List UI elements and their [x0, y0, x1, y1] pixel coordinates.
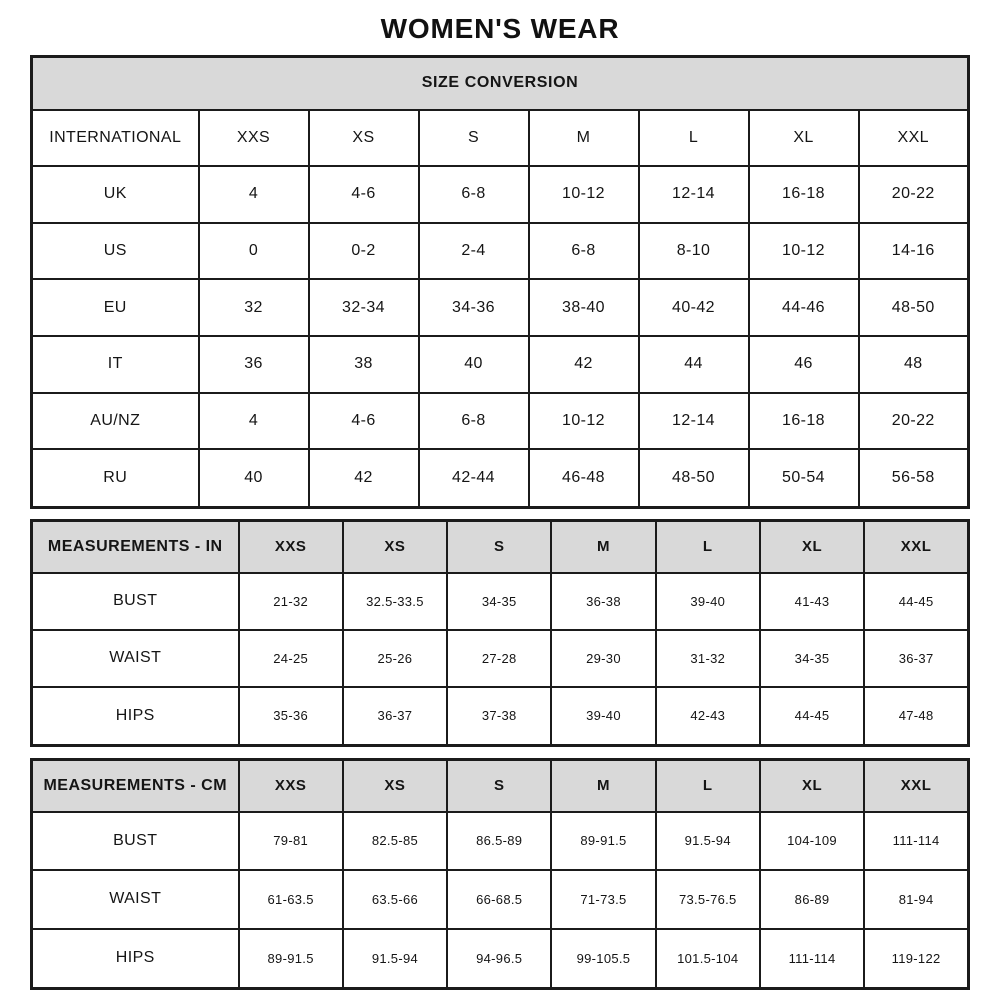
measurement-value: 79-81 — [239, 812, 343, 871]
size-value: 2-4 — [419, 223, 529, 280]
measurement-value: 36-38 — [551, 573, 655, 630]
measurement-value: 44-45 — [760, 687, 864, 746]
measurement-value: 29-30 — [551, 630, 655, 687]
size-value: 34-36 — [419, 279, 529, 336]
table-row-it — [32, 336, 969, 393]
measurements-cm-title: MEASUREMENTS - CM — [32, 760, 239, 812]
column-header-international: INTERNATIONAL — [32, 110, 199, 167]
measurements-cm-table — [30, 758, 970, 990]
column-header-xs: XS — [343, 521, 447, 573]
size-value: 6-8 — [419, 393, 529, 450]
size-value: 20-22 — [859, 166, 969, 223]
size-value: 8-10 — [639, 223, 749, 280]
size-value: 44 — [639, 336, 749, 393]
row-label-bust: BUST — [32, 573, 239, 630]
size-value: 10-12 — [529, 166, 639, 223]
measurement-value: 39-40 — [656, 573, 760, 630]
column-header-s: S — [447, 521, 551, 573]
page-title: WOMEN'S WEAR — [380, 13, 620, 44]
column-header-s: S — [419, 110, 529, 167]
measurement-value: 66-68.5 — [447, 870, 551, 929]
size-value: 6-8 — [529, 223, 639, 280]
size-value: 42 — [529, 336, 639, 393]
column-header-xxl: XXL — [864, 521, 968, 573]
column-header-xs: XS — [343, 760, 447, 812]
table-row-uk — [32, 166, 969, 223]
size-value: 46 — [749, 336, 859, 393]
table-row-hips-cm — [32, 929, 969, 989]
table-row-eu — [32, 279, 969, 336]
row-label-uk: UK — [32, 166, 199, 223]
size-value: 40-42 — [639, 279, 749, 336]
column-header-xxs: XXS — [239, 760, 343, 812]
table-row-us — [32, 223, 969, 280]
measurement-value: 31-32 — [656, 630, 760, 687]
size-value: 16-18 — [749, 166, 859, 223]
row-label-waist: WAIST — [32, 870, 239, 929]
row-label-eu: EU — [32, 279, 199, 336]
table-row-waist-in — [32, 630, 969, 687]
size-value: 46-48 — [529, 449, 639, 507]
column-header-l: L — [656, 760, 760, 812]
size-value: 14-16 — [859, 223, 969, 280]
measurement-value: 89-91.5 — [239, 929, 343, 989]
measurements-cm-header-row — [32, 760, 969, 812]
measurements-in-table — [30, 519, 970, 747]
table-row-aunz — [32, 393, 969, 450]
size-value: 0 — [199, 223, 309, 280]
table-row-bust-cm — [32, 812, 969, 871]
column-header-m: M — [551, 521, 655, 573]
measurement-value: 37-38 — [447, 687, 551, 746]
measurement-value: 71-73.5 — [551, 870, 655, 929]
measurement-value: 34-35 — [447, 573, 551, 630]
measurements-in-title: MEASUREMENTS - IN — [32, 521, 239, 573]
row-label-bust: BUST — [32, 812, 239, 871]
size-value: 42 — [309, 449, 419, 507]
size-value: 48-50 — [859, 279, 969, 336]
size-value: 4 — [199, 393, 309, 450]
table-row-waist-cm — [32, 870, 969, 929]
measurement-value: 99-105.5 — [551, 929, 655, 989]
column-header-m: M — [551, 760, 655, 812]
column-header-xl: XL — [749, 110, 859, 167]
measurement-value: 39-40 — [551, 687, 655, 746]
size-value: 12-14 — [639, 166, 749, 223]
size-value: 32 — [199, 279, 309, 336]
measurement-value: 86-89 — [760, 870, 864, 929]
measurement-value: 104-109 — [760, 812, 864, 871]
row-label-hips: HIPS — [32, 687, 239, 746]
measurement-value: 42-43 — [656, 687, 760, 746]
size-value: 32-34 — [309, 279, 419, 336]
measurement-value: 34-35 — [760, 630, 864, 687]
size-value: 50-54 — [749, 449, 859, 507]
table-row-hips-in — [32, 687, 969, 746]
size-value: 38 — [309, 336, 419, 393]
size-value: 4-6 — [309, 393, 419, 450]
column-header-xxs: XXS — [199, 110, 309, 167]
table-row-bust-in — [32, 573, 969, 630]
measurement-value: 89-91.5 — [551, 812, 655, 871]
column-header-m: M — [529, 110, 639, 167]
size-value: 16-18 — [749, 393, 859, 450]
column-header-xxl: XXL — [864, 760, 968, 812]
column-header-l: L — [639, 110, 749, 167]
row-label-hips: HIPS — [32, 929, 239, 989]
measurement-value: 44-45 — [864, 573, 968, 630]
measurement-value: 119-122 — [864, 929, 968, 989]
measurement-value: 111-114 — [864, 812, 968, 871]
measurement-value: 91.5-94 — [343, 929, 447, 989]
measurement-value: 47-48 — [864, 687, 968, 746]
size-value: 12-14 — [639, 393, 749, 450]
column-header-s: S — [447, 760, 551, 812]
size-conversion-table — [30, 55, 970, 509]
measurement-value: 61-63.5 — [239, 870, 343, 929]
column-header-xl: XL — [760, 760, 864, 812]
row-label-waist: WAIST — [32, 630, 239, 687]
column-header-xxl: XXL — [859, 110, 969, 167]
measurement-value: 21-32 — [239, 573, 343, 630]
measurement-value: 36-37 — [343, 687, 447, 746]
row-label-us: US — [32, 223, 199, 280]
measurement-value: 41-43 — [760, 573, 864, 630]
measurement-value: 27-28 — [447, 630, 551, 687]
measurement-value: 25-26 — [343, 630, 447, 687]
size-value: 20-22 — [859, 393, 969, 450]
measurement-value: 36-37 — [864, 630, 968, 687]
measurement-value: 91.5-94 — [656, 812, 760, 871]
size-value: 56-58 — [859, 449, 969, 507]
measurement-value: 63.5-66 — [343, 870, 447, 929]
size-value: 10-12 — [529, 393, 639, 450]
row-label-aunz: AU/NZ — [32, 393, 199, 450]
measurement-value: 86.5-89 — [447, 812, 551, 871]
size-value: 4 — [199, 166, 309, 223]
measurement-value: 81-94 — [864, 870, 968, 929]
column-header-xl: XL — [760, 521, 864, 573]
size-value: 10-12 — [749, 223, 859, 280]
size-value: 48 — [859, 336, 969, 393]
size-value: 48-50 — [639, 449, 749, 507]
column-header-xxs: XXS — [239, 521, 343, 573]
measurement-value: 24-25 — [239, 630, 343, 687]
size-value: 44-46 — [749, 279, 859, 336]
measurement-value: 32.5-33.5 — [343, 573, 447, 630]
size-value: 4-6 — [309, 166, 419, 223]
size-value: 38-40 — [529, 279, 639, 336]
size-value: 40 — [199, 449, 309, 507]
measurement-value: 35-36 — [239, 687, 343, 746]
measurement-value: 73.5-76.5 — [656, 870, 760, 929]
measurements-in-header-row — [32, 521, 969, 573]
size-value: 40 — [419, 336, 529, 393]
measurement-value: 82.5-85 — [343, 812, 447, 871]
row-label-ru: RU — [32, 449, 199, 507]
row-label-it: IT — [32, 336, 199, 393]
measurement-value: 94-96.5 — [447, 929, 551, 989]
column-header-l: L — [656, 521, 760, 573]
size-value: 36 — [199, 336, 309, 393]
size-conversion-title: SIZE CONVERSION — [32, 57, 969, 110]
size-value: 42-44 — [419, 449, 529, 507]
size-conversion-band-row — [32, 57, 969, 110]
measurement-value: 101.5-104 — [656, 929, 760, 989]
column-header-row — [32, 110, 969, 167]
size-value: 6-8 — [419, 166, 529, 223]
size-value: 0-2 — [309, 223, 419, 280]
measurement-value: 111-114 — [760, 929, 864, 989]
table-row-ru — [32, 449, 969, 507]
column-header-xs: XS — [309, 110, 419, 167]
